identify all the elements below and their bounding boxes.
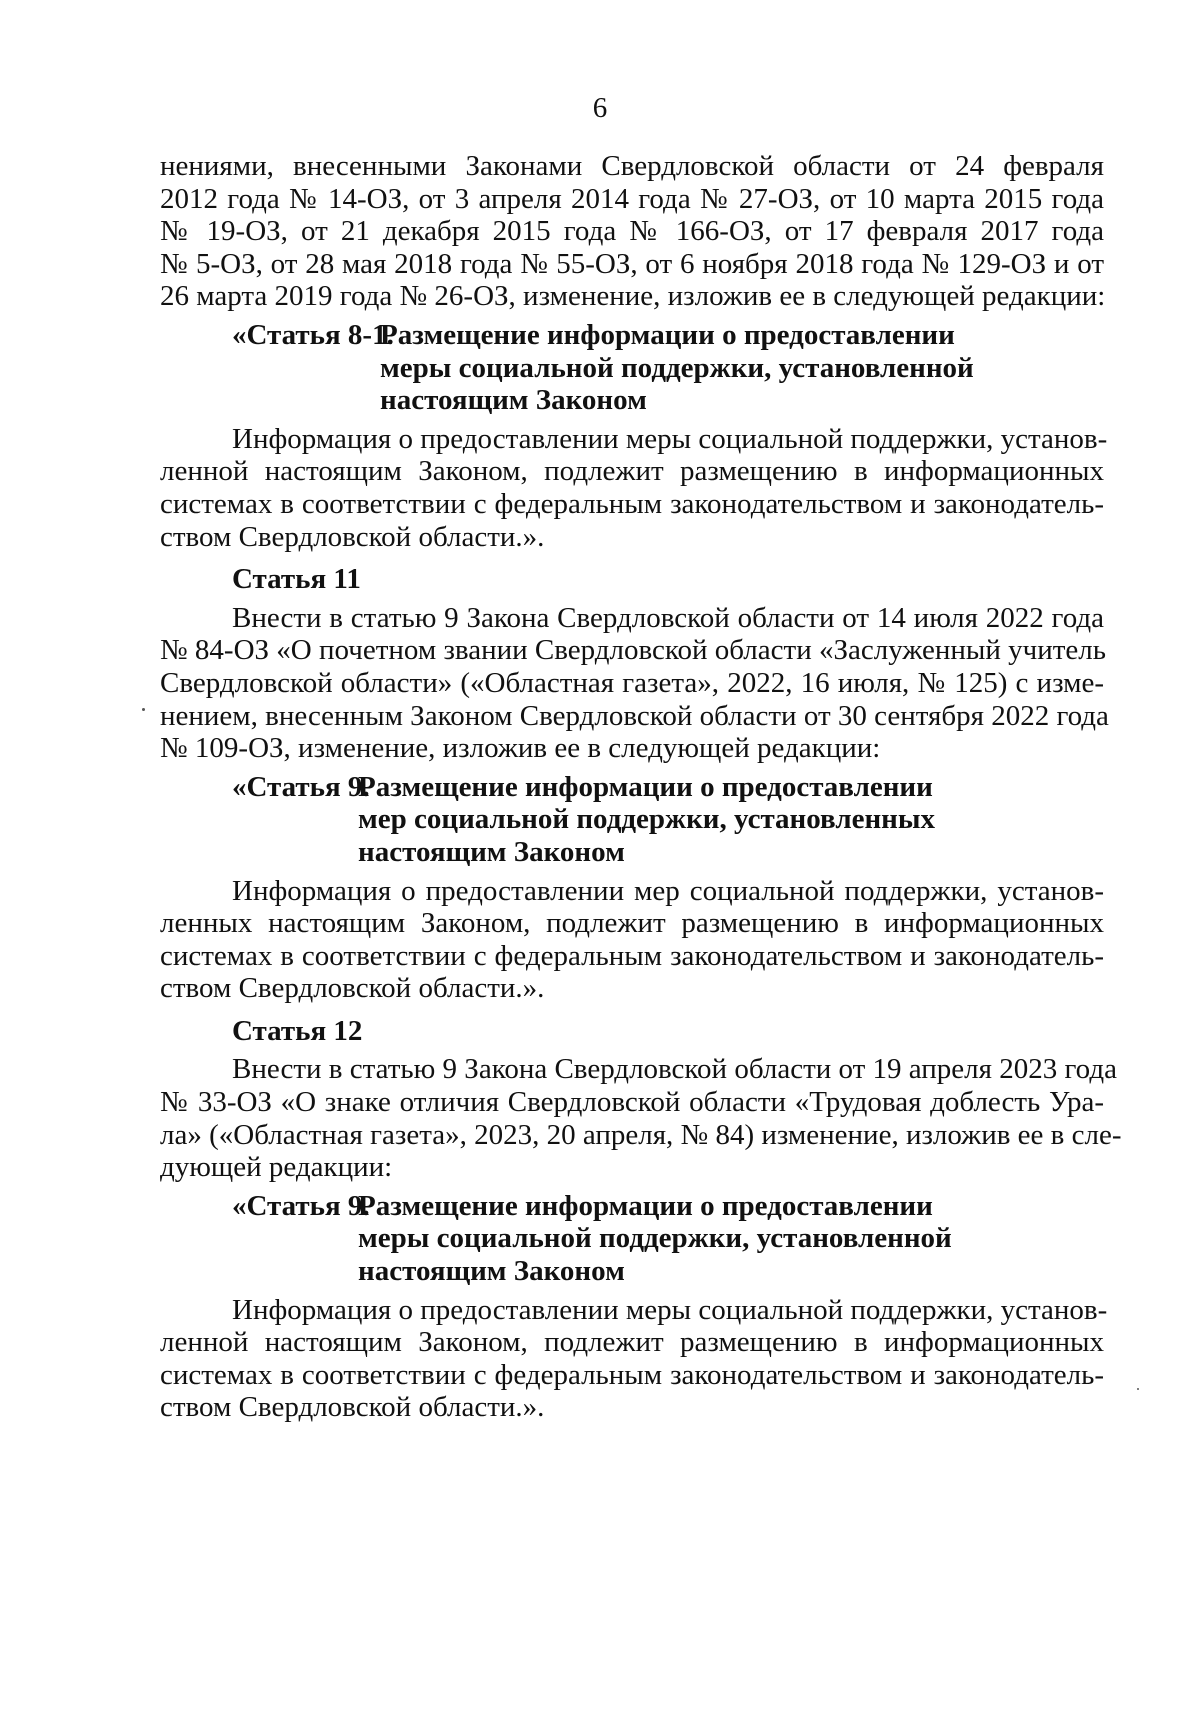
page-number: 6 [592, 92, 608, 124]
title-line: меры социальной поддержки, установленной [380, 351, 974, 384]
text-line: ленной настоящим Законом, подлежит размещению в информационных [160, 1326, 1104, 1359]
text-line: 2012 года № 14-ОЗ, от 3 апреля 2014 года № 27-ОЗ, от 10 марта 2015 года [160, 182, 1104, 215]
title-line: настоящим Законом [358, 835, 625, 868]
article-heading: Статья 12 [232, 1014, 363, 1047]
title-line: меры социальной поддержки, установленной [358, 1222, 952, 1255]
title-line: Размещение информации о предоставлении [358, 1189, 933, 1222]
text-line: № 109-ОЗ, изменение, изложив ее в следующей редакции: [160, 732, 881, 765]
text-line: № 19-ОЗ, от 21 декабря 2015 года № 166-ОЗ, от 17 февраля 2017 года [160, 215, 1104, 248]
title-line: Размещение информации о предоставлении [358, 770, 933, 803]
text-line: ством Свердловской области.». [160, 520, 545, 553]
text-line: Внести в статью 9 Закона Свердловской области от 14 июля 2022 года [232, 601, 1104, 634]
text-line: № 84-ОЗ «О почетном звании Свердловской области «Заслуженный учитель [160, 634, 1106, 667]
quoted-article-body [160, 1293, 1108, 1424]
text-line: Информация о предоставлении мер социальной поддержки, установ- [232, 874, 1104, 907]
intro-paragraph [160, 150, 1104, 313]
text-line: системах в соответствии с федеральным законодательством и законодатель- [160, 939, 1104, 972]
text-line: 26 марта 2019 года № 26-ОЗ, изменение, изложив ее в следующей редакции: [160, 280, 1106, 313]
text-line: ством Свердловской области.». [160, 972, 545, 1005]
text-line: ла» («Областная газета», 2023, 20 апреля, № 84) изменение, изложив ее в сле- [160, 1118, 1122, 1151]
article-number: «Статья 8-1. [232, 318, 394, 351]
article-paragraph [160, 1053, 1122, 1184]
text-line: № 5-ОЗ, от 28 мая 2018 года № 55-ОЗ, от 6 ноября 2018 года № 129-ОЗ и от [160, 247, 1104, 280]
text-line: Информация о предоставлении меры социальной поддержки, установ- [232, 1293, 1108, 1326]
scan-speck [142, 708, 145, 711]
title-line: настоящим Законом [358, 1255, 625, 1288]
text-line: № 33-ОЗ «О знаке отличия Свердловской области «Трудовая доблесть Ура- [160, 1086, 1104, 1119]
text-line: системах в соответствии с федеральным законодательством и законодатель- [160, 487, 1104, 520]
text-line: ством Свердловской области.». [160, 1391, 545, 1424]
text-line: нением, внесенным Законом Свердловской области от 30 сентября 2022 года [160, 699, 1109, 732]
text-line: ленной настоящим Законом, подлежит размещению в информационных [160, 455, 1104, 488]
article-number: «Статья 9. [232, 770, 370, 803]
document-body [160, 150, 1122, 1424]
article-heading: Статья 11 [232, 563, 361, 596]
text-line: системах в соответствии с федеральным законодательством и законодатель- [160, 1358, 1104, 1391]
text-line: ленных настоящим Законом, подлежит размещению в информационных [160, 907, 1104, 940]
article-number: «Статья 9. [232, 1189, 370, 1222]
title-line: Размещение информации о предоставлении [380, 318, 955, 351]
article-paragraph [160, 601, 1109, 765]
title-line: настоящим Законом [380, 384, 647, 417]
text-line: Внести в статью 9 Закона Свердловской области от 19 апреля 2023 года [232, 1053, 1117, 1086]
scan-speck [1137, 1388, 1139, 1390]
quoted-article-body [160, 422, 1108, 553]
text-line: Информация о предоставлении меры социальной поддержки, установ- [232, 422, 1108, 455]
title-line: мер социальной поддержки, установленных [358, 803, 936, 836]
text-line: нениями, внесенными Законами Свердловской области от 24 февраля [160, 150, 1104, 182]
quoted-article-body [160, 875, 1104, 1005]
quoted-article-title [160, 319, 1104, 417]
text-line: дующей редакции: [160, 1151, 393, 1184]
text-line: Свердловской области» («Областная газета», 2022, 16 июля, № 125) с изме- [160, 666, 1104, 699]
quoted-article-title [160, 771, 1104, 869]
quoted-article-title [160, 1190, 1104, 1288]
